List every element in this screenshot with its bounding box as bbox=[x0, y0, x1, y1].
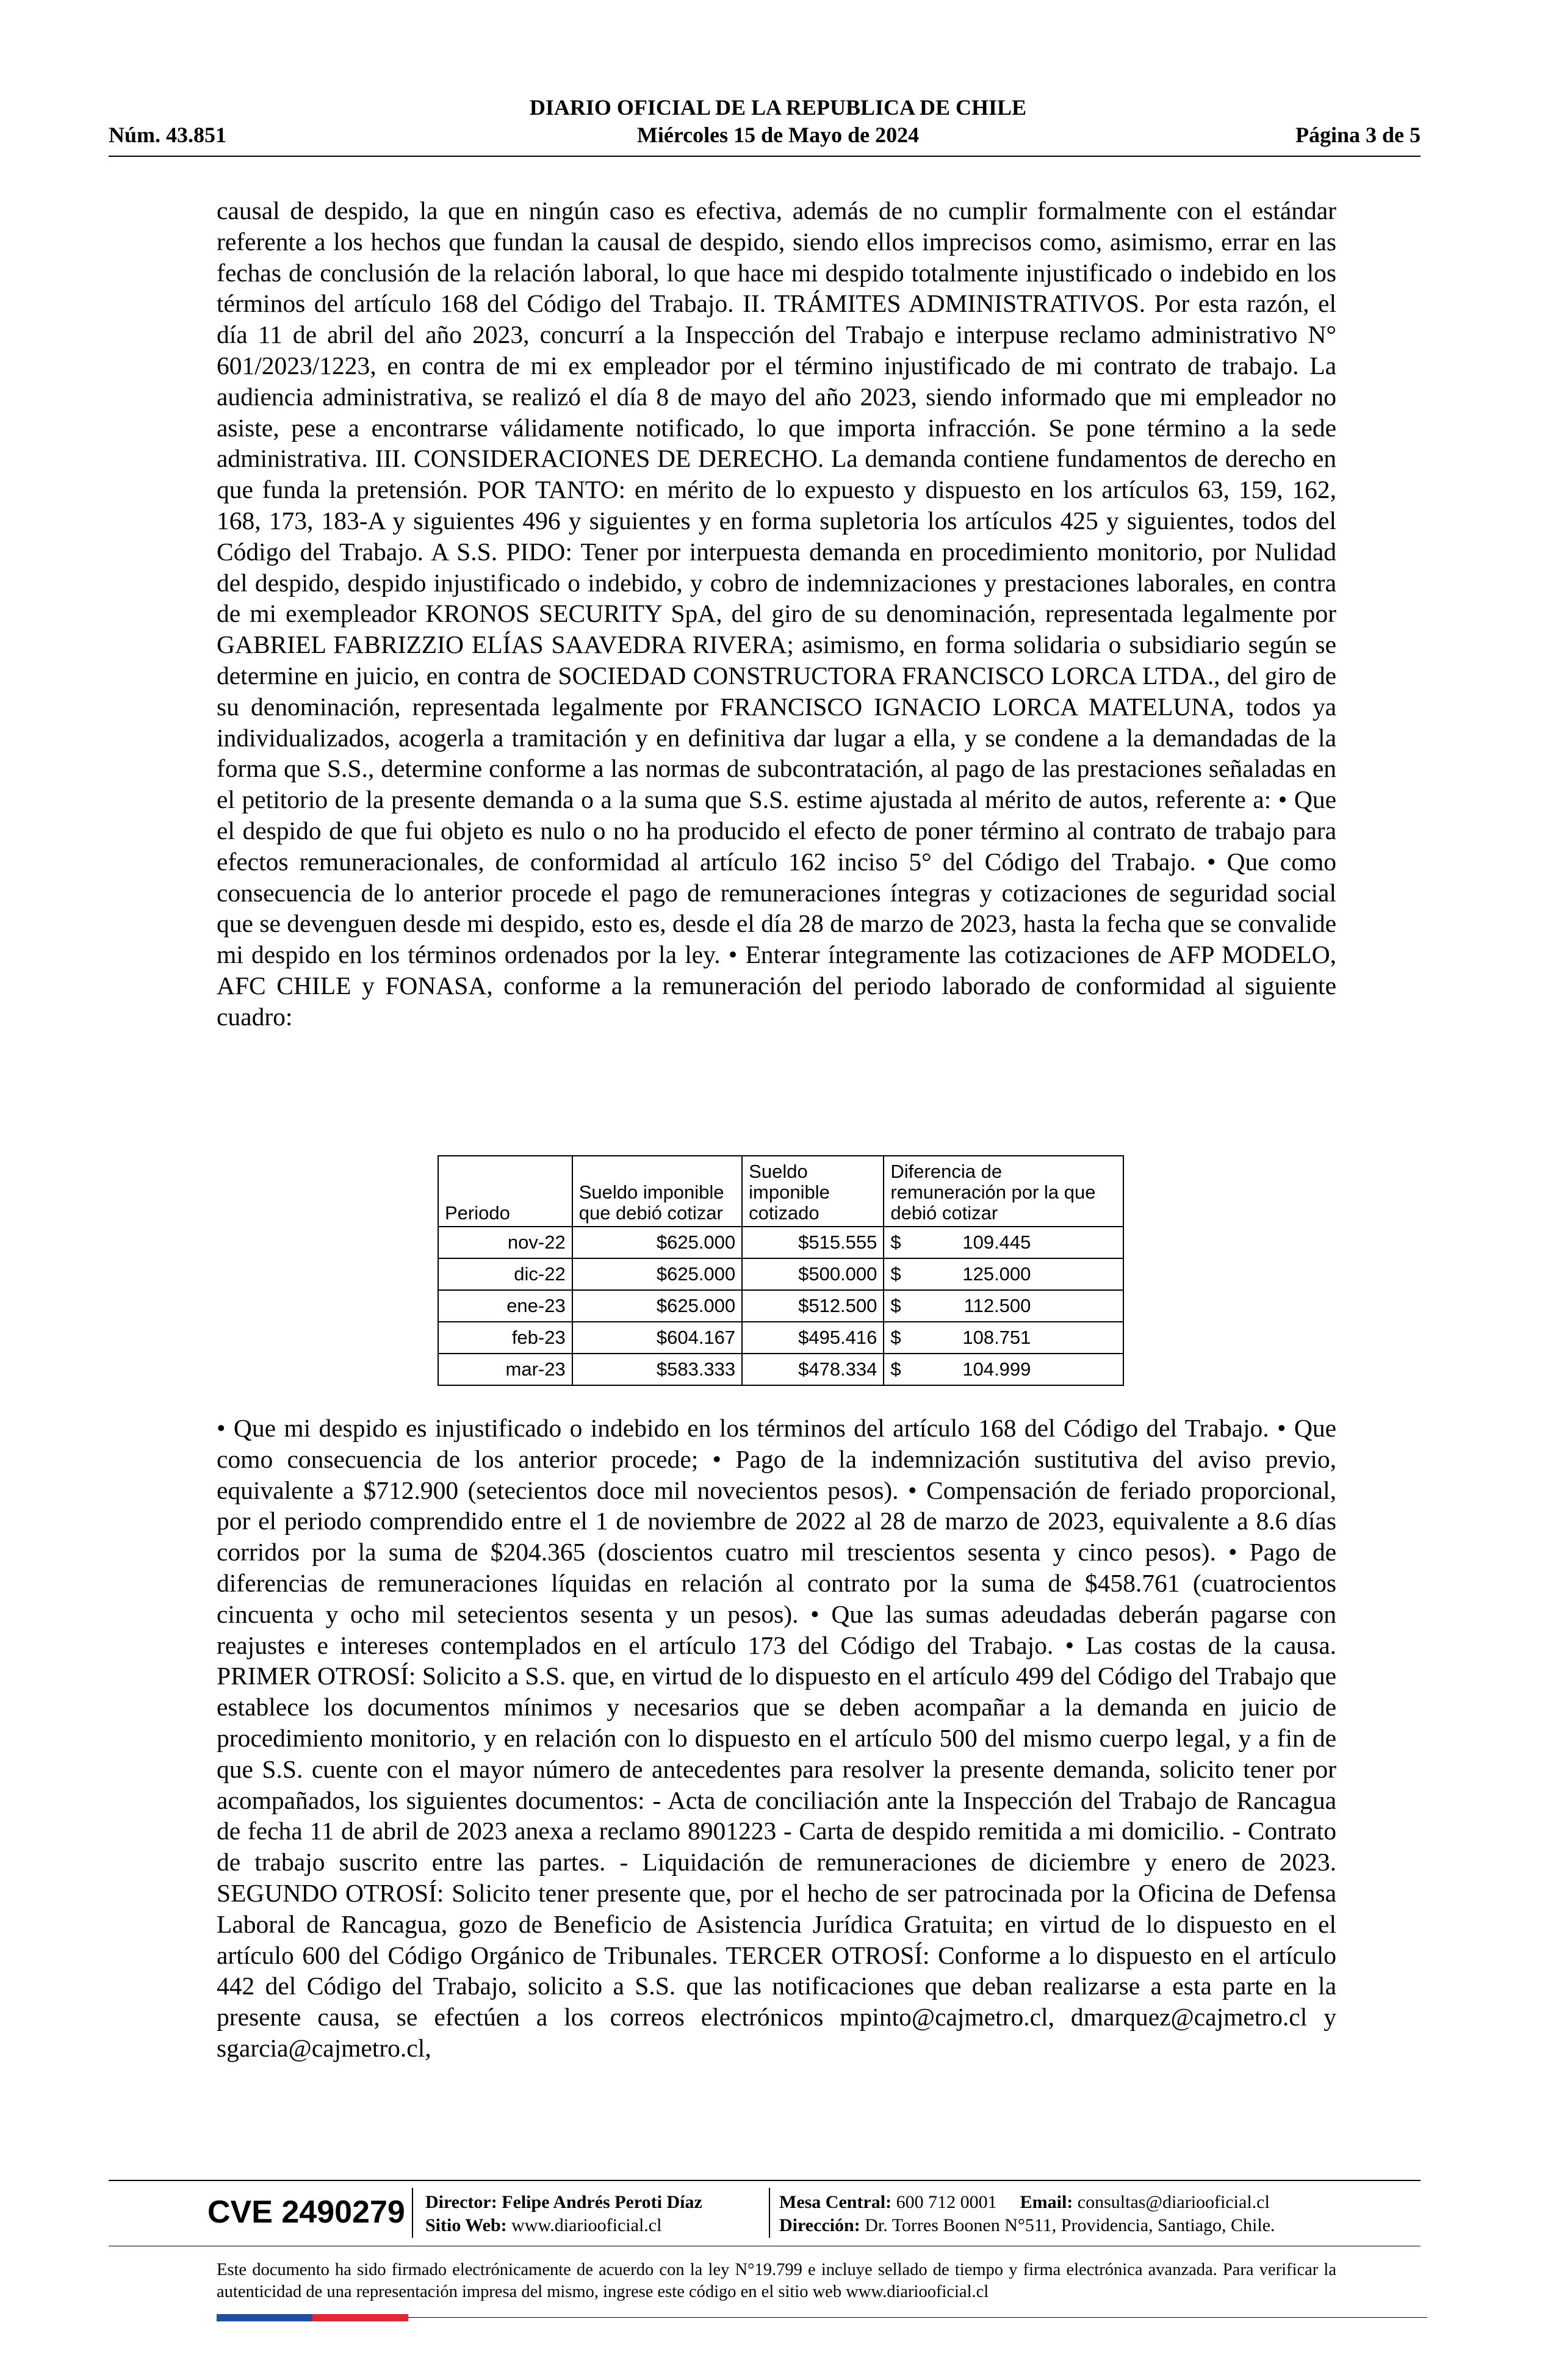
difference-value: 108.751 bbox=[962, 1327, 1031, 1348]
footer-separator bbox=[769, 2188, 770, 2238]
phone-label: Mesa Central: bbox=[779, 2192, 892, 2212]
phone-number: 600 712 0001 bbox=[896, 2192, 997, 2212]
header-sueldo-cotizado: Sueldo imponible cotizado bbox=[742, 1156, 884, 1227]
currency-symbol: $ bbox=[890, 1231, 901, 1253]
cell-diferencia bbox=[884, 1227, 1123, 1258]
body-paragraph-2: • Que mi despido es injustificado o indebido en los términos del artículo 168 del Código del Trabajo. • Que como consecuencia de los anterior procede; • Pago de la indemnización sustitutiva del aviso previo, equivalente a $712.900 (setecientos doce mil novecientos pesos). • Compensación de feriado proporcional, por el periodo comprendido entre el 1 de noviembre de 2022 al 28 de marzo de 2023, equivalente a 8.6 días corridos por la suma de $204.365 (doscientos cuatro mil trescientos sesenta y cinco pesos). • Pago de diferencias de remuneraciones líquidas en relación al contrato por la suma de $458.761 (cuatrocientos cincuenta y ocho mil setecientos sesenta y un pesos). • Que las sumas adeudadas deberán pagarse con reajustes e intereses contemplados en el artículo 173 del Código del Trabajo. • Las costas de la causa. PRIMER OTROSÍ: Solicito a S.S. que, en virtud de lo dispuesto en el artículo 499 del Código del Trabajo que establece los documentos mínimos y necesarios que se deben acompañar a la demanda en juicio de procedimiento monitorio, y en relación con lo dispuesto en el artículo 500 del mismo cuerpo legal, y a fin de que S.S. cuente con el mayor número de antecedentes para resolver la presente demanda, solicito tener por acompañados, los siguientes documentos: - Acta de conciliación ante la Inspección del Trabajo de Rancagua de fecha 11 de abril de 2023 anexa a reclamo 8901223 - Carta de despido remitida a mi domicilio. - Contrato de trabajo suscrito entre las partes. - Liquidación de remuneraciones de diciembre y enero de 2023. SEGUNDO OTROSÍ: Solicito tener presente que, por el hecho de ser patrocinada por la Oficina de Defensa Laboral de Rancagua, gozo de Beneficio de Asistencia Jurídica Gratuita; en virtud de lo dispuesto en el artículo 600 del Código Orgánico de Tribunales. TERCER OTROSÍ: Conforme a lo dispuesto en el artículo 442 del Código del Trabajo, solicito a S.S. que las notificaciones que deban realizarse a esta parte en la presente causa, se efectúen a los correos electrónicos mpinto@cajmetro.cl, dmarquez@cajmetro.cl y sgarcia@cajmetro.cl, bbox=[217, 1414, 1336, 2062]
table-header-row bbox=[438, 1156, 1123, 1227]
table-row bbox=[438, 1258, 1123, 1290]
cell-periodo: dic-22 bbox=[438, 1258, 572, 1290]
currency-symbol: $ bbox=[890, 1358, 901, 1380]
cell-periodo: ene-23 bbox=[438, 1290, 572, 1322]
cell-cotizado: $495.416 bbox=[742, 1322, 884, 1354]
currency-symbol: $ bbox=[890, 1263, 901, 1285]
footer-contact-block bbox=[779, 2191, 1275, 2237]
header-divider bbox=[109, 156, 1421, 157]
currency-symbol: $ bbox=[890, 1295, 901, 1316]
table-row bbox=[438, 1322, 1123, 1354]
footer-separator bbox=[412, 2188, 413, 2238]
email-label: Email: bbox=[1020, 2192, 1073, 2212]
flag-red-segment bbox=[312, 2314, 408, 2321]
difference-value: 109.445 bbox=[962, 1231, 1031, 1253]
director-label: Director: bbox=[425, 2192, 497, 2212]
cell-diferencia bbox=[884, 1258, 1123, 1290]
flag-stripe bbox=[217, 2314, 408, 2321]
issue-date: Miércoles 15 de Mayo de 2024 bbox=[636, 123, 920, 147]
issue-number: Núm. 43.851 bbox=[109, 123, 227, 147]
address-text: Dr. Torres Boonen N°511, Providencia, Santiago, Chile. bbox=[865, 2215, 1275, 2235]
table-row bbox=[438, 1227, 1123, 1258]
header-sueldo-debio: Sueldo imponible que debió cotizar bbox=[572, 1156, 742, 1227]
currency-symbol: $ bbox=[890, 1327, 901, 1348]
cell-cotizado: $500.000 bbox=[742, 1258, 884, 1290]
website-label: Sitio Web: bbox=[425, 2215, 507, 2235]
cell-cotizado: $515.555 bbox=[742, 1227, 884, 1258]
footer-director-block bbox=[425, 2191, 702, 2237]
cell-periodo: feb-23 bbox=[438, 1322, 572, 1354]
cell-cotizado: $512.500 bbox=[742, 1290, 884, 1322]
difference-value: 104.999 bbox=[962, 1358, 1031, 1380]
difference-value: 112.500 bbox=[963, 1295, 1031, 1316]
cell-debio: $625.000 bbox=[572, 1258, 742, 1290]
flag-blue-segment bbox=[217, 2314, 312, 2321]
cell-cotizado: $478.334 bbox=[742, 1354, 884, 1385]
cell-diferencia bbox=[884, 1354, 1123, 1385]
email-link[interactable]: consultas@diariooficial.cl bbox=[1077, 2192, 1270, 2212]
table-row bbox=[438, 1354, 1123, 1385]
cell-debio: $625.000 bbox=[572, 1227, 742, 1258]
header-diferencia: Diferencia de remuneración por la que debió cotizar bbox=[884, 1156, 1123, 1227]
bottom-rule bbox=[408, 2317, 1427, 2318]
difference-value: 125.000 bbox=[962, 1263, 1031, 1285]
page-indicator: Página 3 de 5 bbox=[1295, 123, 1421, 147]
director-name: Felipe Andrés Peroti Díaz bbox=[502, 2192, 702, 2212]
address-label: Dirección: bbox=[779, 2215, 860, 2235]
cell-periodo: mar-23 bbox=[438, 1354, 572, 1385]
website-link[interactable]: www.diariooficial.cl bbox=[511, 2215, 662, 2235]
cell-diferencia bbox=[884, 1322, 1123, 1354]
footer-divider bbox=[109, 2180, 1421, 2181]
cell-debio: $604.167 bbox=[572, 1322, 742, 1354]
table-row bbox=[438, 1290, 1123, 1322]
cell-debio: $583.333 bbox=[572, 1354, 742, 1385]
cve-code: CVE 2490279 bbox=[207, 2194, 405, 2230]
header-periodo: Periodo bbox=[438, 1156, 572, 1227]
cell-periodo: nov-22 bbox=[438, 1227, 572, 1258]
cell-debio: $625.000 bbox=[572, 1290, 742, 1322]
signature-disclaimer: Este documento ha sido firmado electrónicamente de acuerdo con la ley N°19.799 e incluye sellado de tiempo y firma electrónica avanzada. Para verificar la autenticidad de una representación impresa del mismo, ingrese este código en el sitio web www.diariooficial.cl bbox=[217, 2260, 1336, 2301]
cell-diferencia bbox=[884, 1290, 1123, 1322]
body-paragraph-1: causal de despido, la que en ningún caso es efectiva, además de no cumplir formalmente con el estándar referente a los hechos que fundan la causal de despido, siendo ellos imprecisos como, asimismo, errar en las fechas de conclusión de la relación laboral, lo que hace mi despido totalmente injustificado o indebido en los términos del artículo 168 del Código del Trabajo. II. TRÁMITES ADMINISTRATIVOS. Por esta razón, el día 11 de abril del año 2023, concurrí a la Inspección del Trabajo e interpuse reclamo administrativo N° 601/2023/1223, en contra de mi ex empleador por el término injustificado de mi contrato de trabajo. La audiencia administrativa, se realizó el día 8 de mayo del año 2023, siendo informado que mi empleador no asiste, pese a encontrarse válidamente notificado, lo que importa infracción. Se pone término a la sede administrativa. III. CONSIDERACIONES DE DERECHO. La demanda contiene fundamentos de derecho en que funda la pretensión. POR TANTO: en mérito de lo expuesto y dispuesto en los artículos 63, 159, 162, 168, 173, 183-A y siguientes 496 y siguientes y en forma supletoria los artículos 425 y siguientes, todos del Código del Trabajo. A S.S. PIDO: Tener por interpuesta demanda en procedimiento monitorio, por Nulidad del despido, despido injustificado o indebido, y cobro de indemnizaciones y prestaciones laborales, en contra de mi exempleador KRONOS SECURITY SpA, del giro de su denominación, representada legalmente por GABRIEL FABRIZZIO ELÍAS SAAVEDRA RIVERA; asimismo, en forma solidaria o subsidiario según se determine en juicio, en contra de SOCIEDAD CONSTRUCTORA FRANCISCO LORCA LTDA., del giro de su denominación, representada legalmente por FRANCISCO IGNACIO LORCA MATELUNA, todos ya individualizados, acogerla a tramitación y en definitiva dar lugar a ella, y se condene a la demandadas de la forma que S.S., determine conforme a las normas de subcontratación, al pago de las prestaciones señaladas en el petitorio de la presente demanda o a la suma que S.S. estime ajustada al mérito de autos, referente a: • Que el despido de que fui objeto es nulo o no ha producido el efecto de poner término al contrato de trabajo para efectos remuneracionales, de conformidad al artículo 162 inciso 5° del Código del Trabajo. • Que como consecuencia de lo anterior procede el pago de remuneraciones íntegras y cotizaciones de seguridad social que se devenguen desde mi despido, esto es, desde el día 28 de marzo de 2023, hasta la fecha que se convalide mi despido en los términos ordenados por la ley. • Enterar íntegramente las cotizaciones de AFP MODELO, AFC CHILE y FONASA, conforme a la remuneración del periodo laborado de conformidad al siguiente cuadro: bbox=[217, 197, 1336, 1031]
journal-title: DIARIO OFICIAL DE LA REPUBLICA DE CHILE bbox=[529, 95, 1027, 120]
contributions-table bbox=[438, 1155, 1124, 1386]
